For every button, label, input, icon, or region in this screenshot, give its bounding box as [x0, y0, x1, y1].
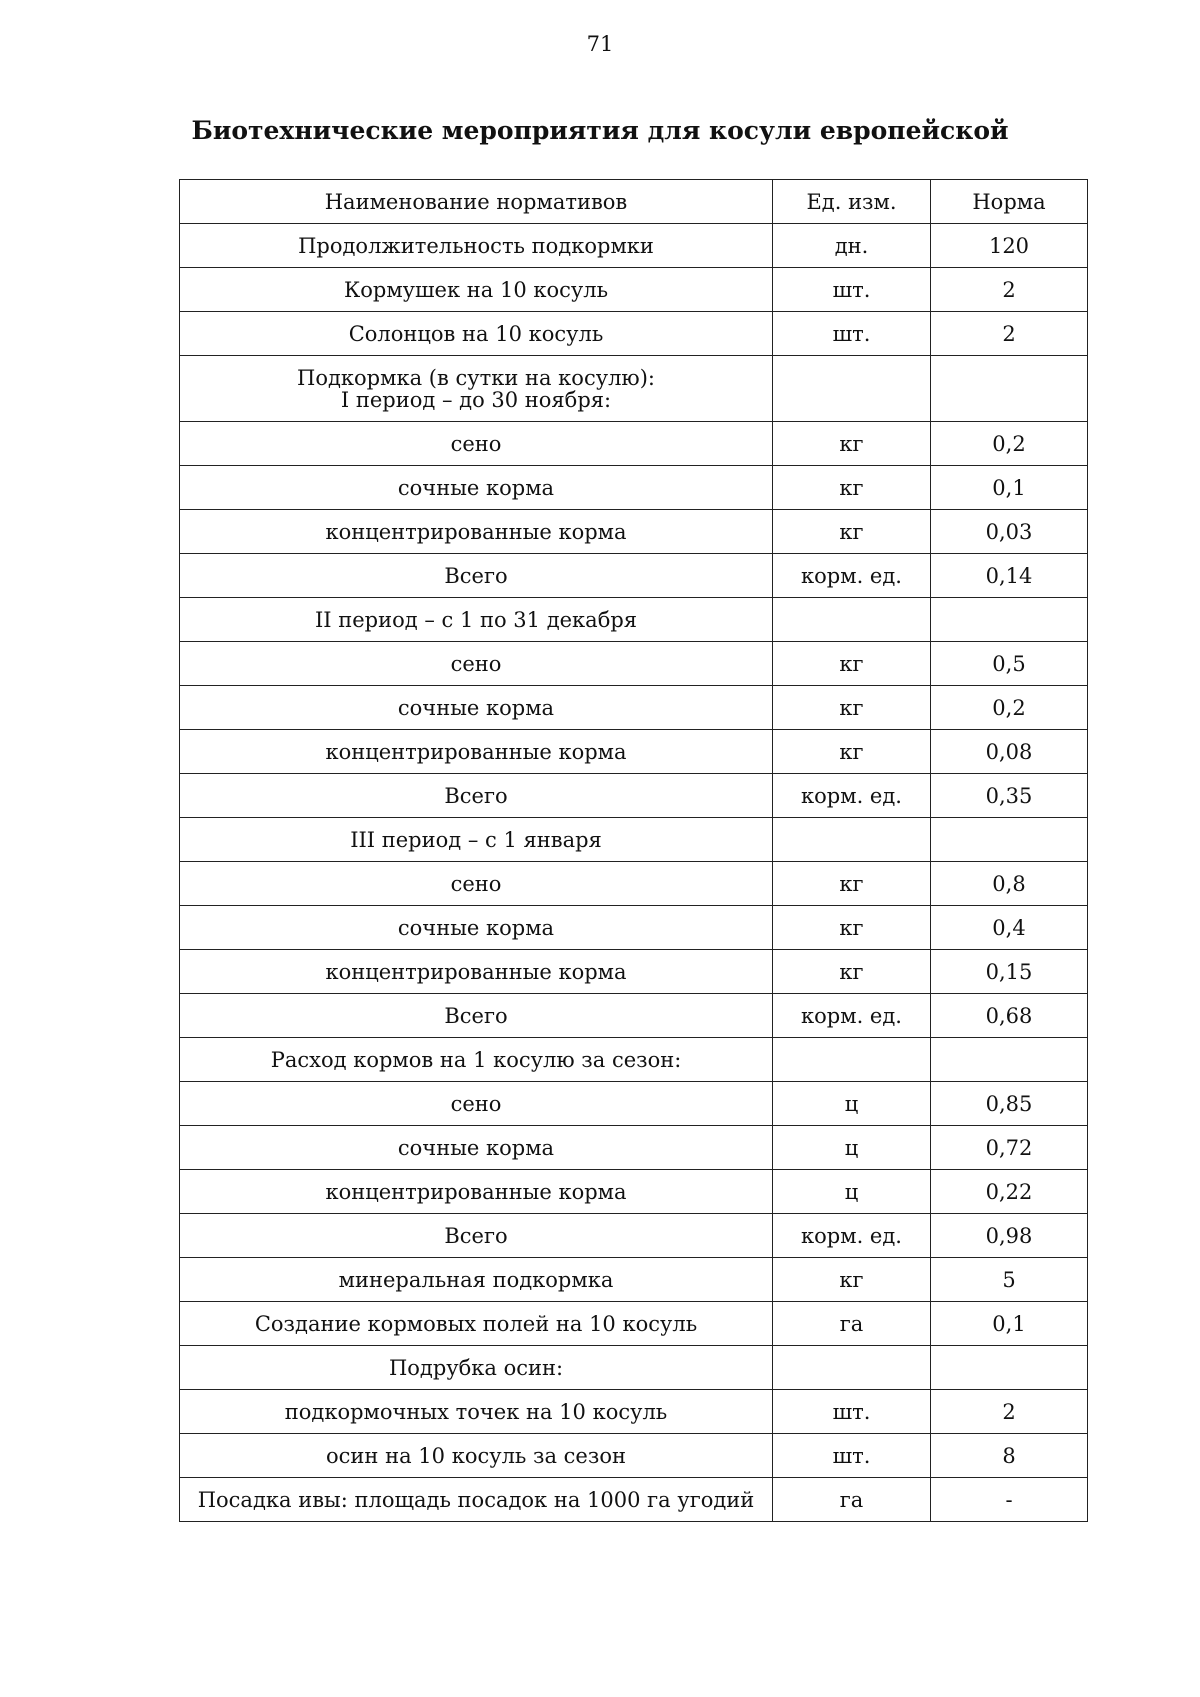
row-norm: 5: [931, 1258, 1088, 1302]
row-name: [180, 818, 773, 862]
table-row: [180, 1434, 1088, 1478]
table-row: [180, 774, 1088, 818]
row-name-line: Кормушек на 10 косуль: [343, 277, 609, 302]
row-name: [180, 466, 773, 510]
row-name: [180, 730, 773, 774]
row-unit: кг: [773, 686, 931, 730]
header-norm: Норма: [931, 180, 1088, 224]
table-row: [180, 1038, 1088, 1082]
row-name-line: Создание кормовых полей на 10 косуль: [254, 1311, 698, 1336]
row-name: [180, 1346, 773, 1390]
row-name-line: Расход кормов на 1 косулю за сезон:: [270, 1047, 682, 1072]
row-name: [180, 1390, 773, 1434]
row-norm: 0,22: [931, 1170, 1088, 1214]
row-name-line: сено: [450, 1091, 502, 1116]
table-row: [180, 862, 1088, 906]
row-unit: [773, 1346, 931, 1390]
row-unit: кг: [773, 1258, 931, 1302]
row-name: [180, 1478, 773, 1522]
table-row: [180, 598, 1088, 642]
row-name: [180, 268, 773, 312]
row-name: [180, 686, 773, 730]
row-unit: корм. ед.: [773, 774, 931, 818]
row-name: [180, 1170, 773, 1214]
row-norm: [931, 1346, 1088, 1390]
row-unit: кг: [773, 642, 931, 686]
table-row: [180, 818, 1088, 862]
row-norm: 0,2: [931, 686, 1088, 730]
row-unit: ц: [773, 1082, 931, 1126]
row-unit: кг: [773, 950, 931, 994]
row-name: [180, 994, 773, 1038]
table-row: [180, 1170, 1088, 1214]
row-name-line: концентрированные корма: [325, 959, 627, 984]
table-row: [180, 1214, 1088, 1258]
table-row: [180, 642, 1088, 686]
table-row: [180, 224, 1088, 268]
row-name-line: сочные корма: [397, 1135, 555, 1160]
row-norm: 0,08: [931, 730, 1088, 774]
row-name-line: концентрированные корма: [325, 1179, 627, 1204]
row-name-line: Всего: [444, 783, 508, 808]
row-norm: [931, 598, 1088, 642]
row-name: [180, 642, 773, 686]
row-unit: ц: [773, 1170, 931, 1214]
row-name-line: минеральная подкормка: [338, 1267, 614, 1292]
page-number: 71: [586, 32, 614, 56]
row-name-line: сено: [450, 651, 502, 676]
row-norm: 0,4: [931, 906, 1088, 950]
row-name: [180, 422, 773, 466]
table-row: [180, 554, 1088, 598]
row-norm: 0,68: [931, 994, 1088, 1038]
row-name: [180, 1038, 773, 1082]
row-name: [180, 312, 773, 356]
row-norm: [931, 1038, 1088, 1082]
table-row: [180, 356, 1088, 422]
row-norm: 0,72: [931, 1126, 1088, 1170]
row-unit: шт.: [773, 312, 931, 356]
row-unit: корм. ед.: [773, 1214, 931, 1258]
row-norm: 0,1: [931, 1302, 1088, 1346]
row-name-line: Подкормка (в сутки на косулю):: [297, 365, 655, 390]
row-name-line: Всего: [444, 1003, 508, 1028]
table-row: [180, 730, 1088, 774]
row-unit: кг: [773, 730, 931, 774]
row-unit: кг: [773, 510, 931, 554]
row-unit: кг: [773, 422, 931, 466]
row-name-line: Солонцов на 10 косуль: [348, 321, 604, 346]
row-unit: кг: [773, 466, 931, 510]
table-row: [180, 1258, 1088, 1302]
row-name: [180, 1302, 773, 1346]
row-name: [180, 598, 773, 642]
table-row: [180, 950, 1088, 994]
table-body: [180, 224, 1088, 1522]
row-norm: 0,85: [931, 1082, 1088, 1126]
row-unit: га: [773, 1478, 931, 1522]
row-name-line: Продолжительность подкормки: [298, 233, 654, 258]
row-name: [180, 862, 773, 906]
table-row: [180, 1478, 1088, 1522]
table-row: [180, 422, 1088, 466]
row-name-line: сочные корма: [397, 695, 555, 720]
table-row: [180, 1390, 1088, 1434]
header-unit: Ед. изм.: [773, 180, 931, 224]
row-norm: 0,14: [931, 554, 1088, 598]
row-name: [180, 1126, 773, 1170]
row-norm: -: [931, 1478, 1088, 1522]
table-row: [180, 466, 1088, 510]
table-row: [180, 268, 1088, 312]
row-name-line: Посадка ивы: площадь посадок на 1000 га угодий: [197, 1487, 755, 1512]
row-name-line: I период – до 30 ноября:: [340, 387, 612, 412]
row-name-line: сочные корма: [397, 475, 555, 500]
table-row: [180, 1302, 1088, 1346]
row-name: [180, 1258, 773, 1302]
row-norm: 2: [931, 312, 1088, 356]
row-unit: кг: [773, 862, 931, 906]
row-name-line: Подрубка осин:: [388, 1355, 564, 1380]
row-unit: [773, 598, 931, 642]
row-name-line: III период – с 1 января: [350, 827, 602, 852]
row-name-line: концентрированные корма: [325, 739, 627, 764]
row-unit: шт.: [773, 1434, 931, 1478]
row-name: [180, 1082, 773, 1126]
table-row: [180, 510, 1088, 554]
row-unit: корм. ед.: [773, 554, 931, 598]
header-name: Наименование нормативов: [180, 180, 773, 224]
row-name-line: сочные корма: [397, 915, 555, 940]
row-name-line: II период – с 1 по 31 декабря: [314, 607, 638, 632]
row-unit: [773, 356, 931, 422]
norms-table: [179, 179, 1088, 1522]
row-norm: 2: [931, 268, 1088, 312]
table-row: [180, 312, 1088, 356]
row-norm: [931, 818, 1088, 862]
row-unit: корм. ед.: [773, 994, 931, 1038]
row-name-line: осин на 10 косуль за сезон: [326, 1443, 626, 1468]
row-unit: дн.: [773, 224, 931, 268]
row-norm: 0,1: [931, 466, 1088, 510]
row-norm: 120: [931, 224, 1088, 268]
table-row: [180, 1126, 1088, 1170]
row-norm: 0,5: [931, 642, 1088, 686]
row-name: [180, 1214, 773, 1258]
row-name: [180, 356, 773, 422]
row-unit: ц: [773, 1126, 931, 1170]
table-header-row: [180, 180, 1088, 224]
row-norm: 0,98: [931, 1214, 1088, 1258]
row-norm: 0,2: [931, 422, 1088, 466]
row-name: [180, 906, 773, 950]
row-unit: [773, 1038, 931, 1082]
row-name: [180, 510, 773, 554]
row-unit: га: [773, 1302, 931, 1346]
row-norm: 0,03: [931, 510, 1088, 554]
table-row: [180, 994, 1088, 1038]
row-name: [180, 1434, 773, 1478]
row-norm: [931, 356, 1088, 422]
row-unit: [773, 818, 931, 862]
page-title: Биотехнические мероприятия для косули европейской: [191, 116, 1009, 145]
row-name-line: сено: [450, 871, 502, 896]
row-norm: 2: [931, 1390, 1088, 1434]
row-name-line: сено: [450, 431, 502, 456]
row-norm: 0,35: [931, 774, 1088, 818]
table-row: [180, 906, 1088, 950]
row-norm: 0,15: [931, 950, 1088, 994]
row-unit: шт.: [773, 268, 931, 312]
row-norm: 8: [931, 1434, 1088, 1478]
row-unit: кг: [773, 906, 931, 950]
table-row: [180, 686, 1088, 730]
row-name-line: концентрированные корма: [325, 519, 627, 544]
row-name-line: Всего: [444, 1223, 508, 1248]
row-norm: 0,8: [931, 862, 1088, 906]
row-name-line: подкормочных точек на 10 косуль: [284, 1399, 668, 1424]
table-row: [180, 1082, 1088, 1126]
row-name-line: Всего: [444, 563, 508, 588]
row-name: [180, 950, 773, 994]
row-name: [180, 554, 773, 598]
table-row: [180, 1346, 1088, 1390]
row-unit: шт.: [773, 1390, 931, 1434]
row-name: [180, 224, 773, 268]
row-name: [180, 774, 773, 818]
